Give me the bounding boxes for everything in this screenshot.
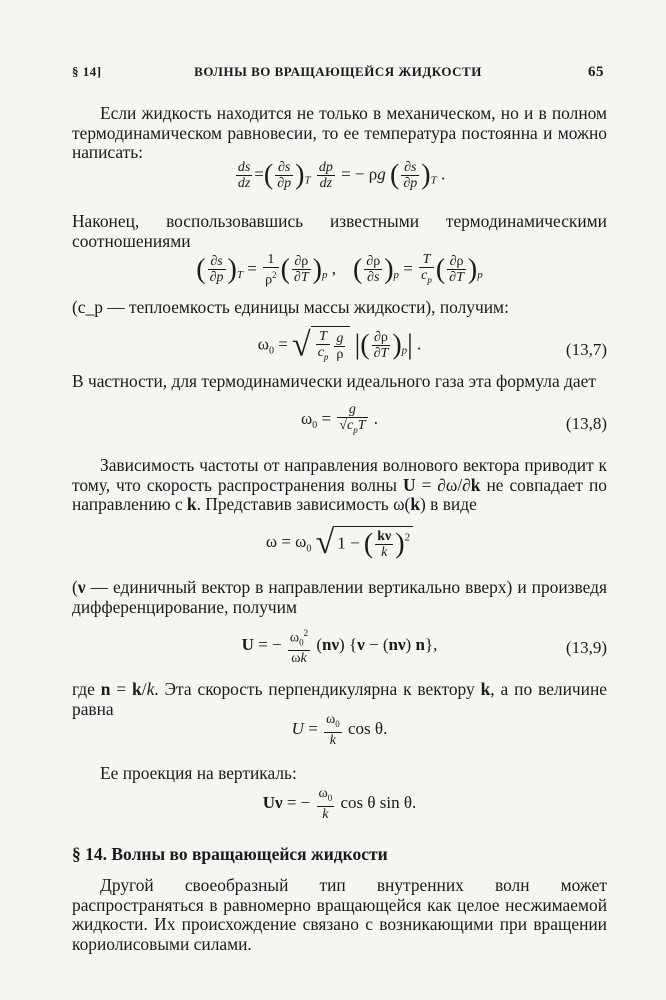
equation-label-13-8: (13,8) [565,414,607,433]
equation-13-9: U = − $\frac{\omega_0^2}{\omega k}$ (nν) {ν − (nν) n}, (13,9) [241,628,607,667]
equation-projection: Uν = − $\frac{\omega_0}{k}$ cos θ sin θ. [262,786,417,822]
paragraph-3: (c_p — теплоемкость единицы массы жидкости), получим: [72,297,509,317]
header-title: ВОЛНЫ ВО ВРАЩАЮЩЕЙСЯ ЖИДКОСТИ [194,64,482,79]
equation-label-13-9: (13,9) [565,638,607,657]
paragraph-8: Ее проекция на вертикаль: [100,763,297,783]
equation-13-7: $\omega_0$ = √ $\frac{T}{c_p}$ $\frac{g}{\rho}$ |( $\frac{\partial\rho}{\partial T}$ )$_p|$ . (13,7) [257,326,607,364]
paragraph-7: где n = k/k. Эта скорость перпендикулярна к вектору k, а по величине равна [72,679,607,719]
equation-ds-dz: $\frac{ds}{dz}$ =( $\frac{\partial s}{\partial p}$ )$_T$ $\frac{dp}{dz}$ = − ρg ( $\frac{\partial s}{\partial p}$ )$_T$ . [237,159,446,191]
paragraph-1: Если жидкость находится не только в механическом, но и в полном термодинамическом равновесии, то ее температура постоянна и можно написать: [72,103,607,162]
equation-label-13-7: (13,7) [565,340,607,359]
paragraph-4: В частности, для термодинамически идеального газа эта формула дает [72,371,596,391]
page-number: 65 [588,64,604,80]
equation-13-8: $\omega_0$ = $\frac{g}{√c_pT}$ . (13,8) [301,402,607,435]
equation-thermo-relations: ( $\frac{\partial s}{\partial p}$ )$_T$ = $\frac{1}{\rho^2}$ ( $\frac{\partial\rho}{\partial T}$ )$_p$ , ( $\frac{\partial\rho}{\partial s}$ )$_p$ = $\frac{T}{c_p}$ ( $\frac{\partial\rho}{\partial T}$ )$_p$ [196,252,483,288]
equation-U: U = $\frac{\omega_0}{k}$ cos θ. [291,712,388,748]
paragraph-6: (ν — единичный вектор в направлении вертикально вверх) и произведя дифференцирование, получим [72,577,607,617]
section-heading: § 14. Волны во вращающейся жидкости [72,844,388,864]
equation-omega: $\omega = \omega_0$ √ 1 − ( $\frac{k\nu}{k}$ )$^2$ [72,526,607,572]
header-section: § 14] [72,64,102,79]
running-header [72,64,604,84]
paragraph-5: Зависимость частоты от направления волнового вектора приводит к тому, что скорость распространения волны U = ∂ω/∂k не совпадает по направлению с k. Представив зависимость ω(k) в виде [72,455,608,514]
paragraph-9: Другой своеобразный тип внутренних волн может распространяться в равномерно вращающейся как целое несжимаемой жидкости. Их происхождение связано с возникающими при вращении кориолисовыми силами. [72,875,607,954]
paragraph-2: Наконец, воспользовавшись известными термодинамическими соотношениями [72,211,607,251]
